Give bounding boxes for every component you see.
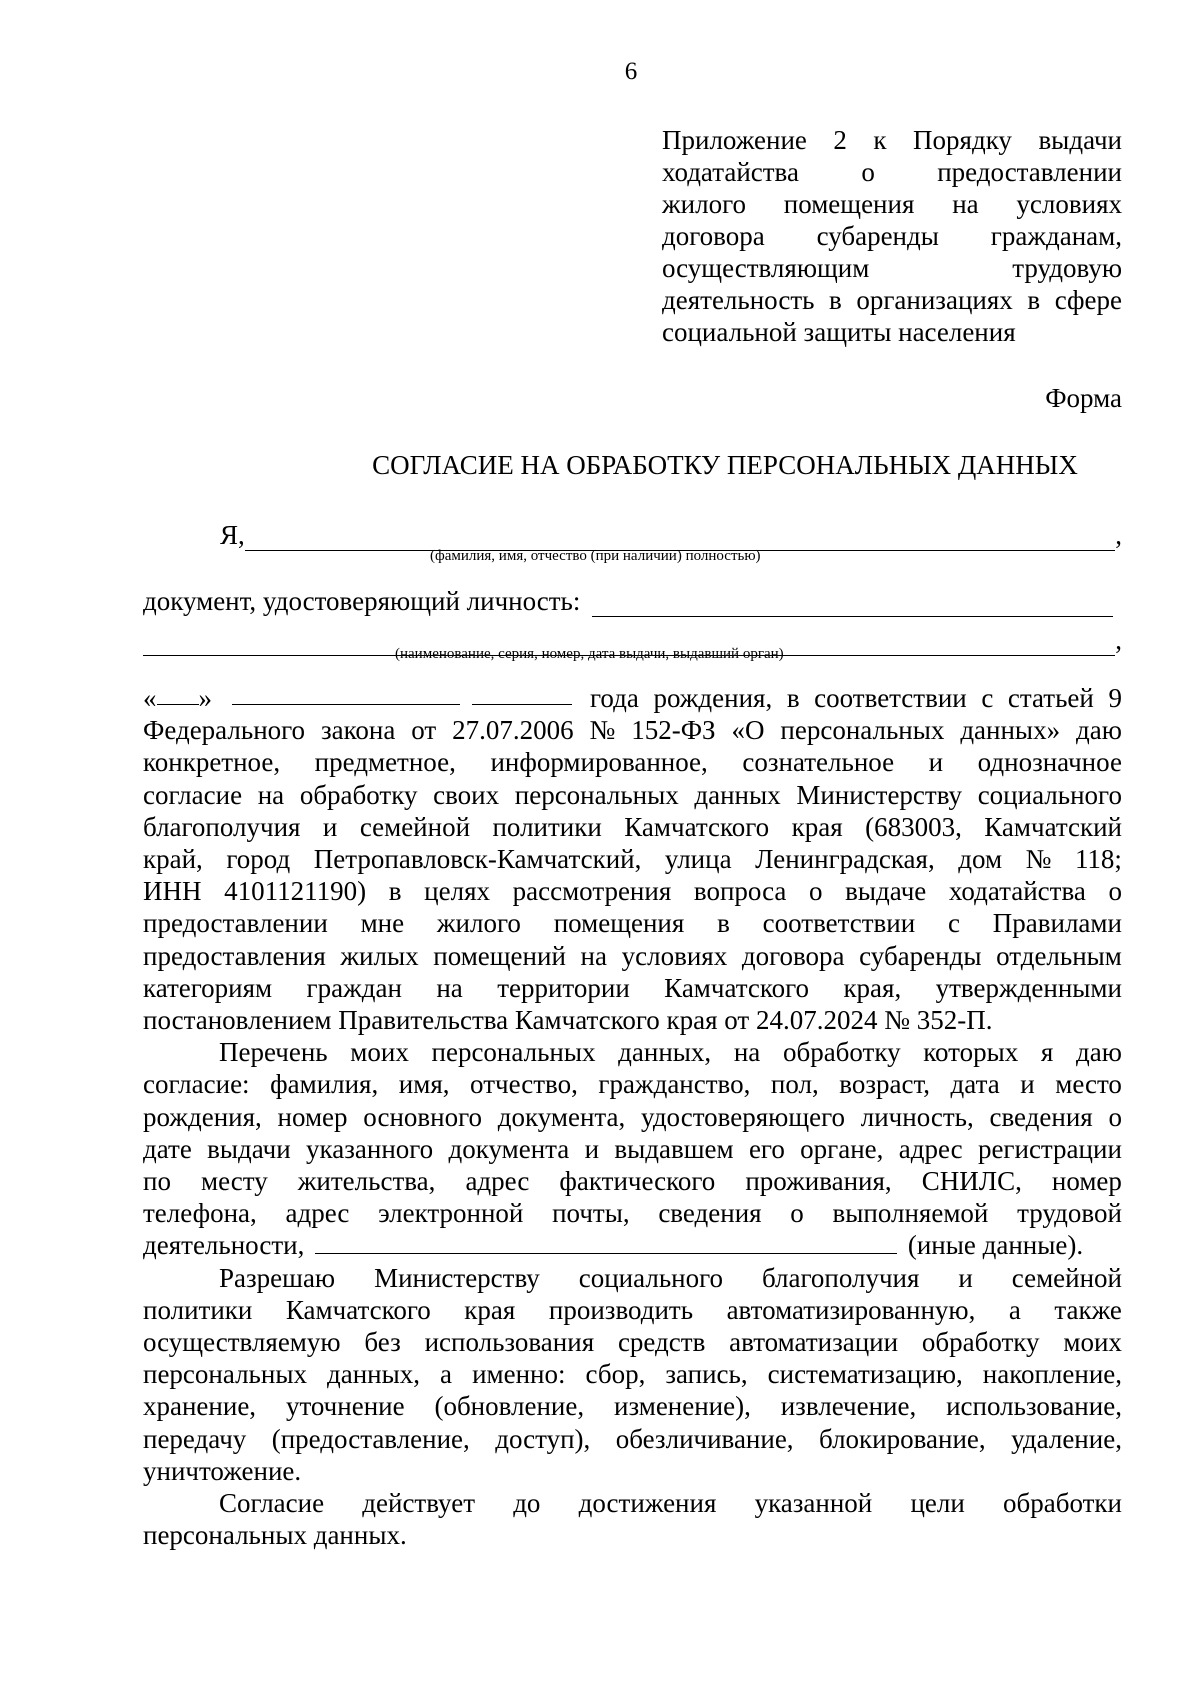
word: данных (694, 779, 781, 810)
word: и (322, 811, 338, 842)
word: благополучия (761, 1262, 920, 1293)
word: 4101121190) (224, 876, 367, 907)
word: данных, (327, 1359, 421, 1390)
word: 27.07.2006 (452, 715, 574, 746)
word: автоматизации (729, 1327, 899, 1358)
word: фактического (559, 1166, 716, 1197)
word: хранение, (143, 1391, 257, 1422)
word: персональных (514, 779, 679, 810)
word: использования (424, 1327, 595, 1358)
word: которых (923, 1037, 1019, 1068)
word: граждан (306, 972, 402, 1003)
text-line (662, 252, 1122, 284)
text-line (143, 1262, 1122, 1294)
word: данных» (960, 715, 1061, 746)
consent-body (143, 682, 1122, 1551)
word: сбор, (585, 1359, 646, 1390)
text-line (662, 156, 1122, 188)
text-line (662, 188, 1122, 220)
word: однозначное (977, 747, 1122, 778)
fio-prefix: Я, (220, 520, 245, 550)
word: края (464, 1294, 516, 1325)
page-title: СОГЛАСИЕ НА ОБРАБОТКУ ПЕРСОНАЛЬНЫХ ДАННЫХ (372, 450, 1078, 480)
word: Согласие (219, 1488, 325, 1519)
word: Федерального (143, 715, 306, 746)
document-row (143, 586, 1113, 617)
word: (обновление, (434, 1391, 585, 1422)
fio-caption: (фамилия, имя, отчество (при наличии) полностью) (430, 548, 761, 564)
word: сфере (1054, 285, 1122, 315)
text-line (143, 907, 1122, 939)
word: о (861, 157, 875, 187)
text-line (143, 1068, 1122, 1100)
word: адрес (465, 1166, 530, 1197)
word: автоматизированную, (726, 1294, 976, 1325)
word: территории (497, 972, 630, 1003)
word: от (411, 715, 437, 746)
word: рождения, (653, 683, 773, 713)
word: документа, (497, 1101, 626, 1132)
text-line (143, 1326, 1122, 1358)
text-line (662, 220, 1122, 252)
word: предоставлении (143, 908, 328, 939)
word: Перечень (219, 1037, 328, 1068)
word: номер (277, 1101, 348, 1132)
word: о (1108, 876, 1122, 907)
word: данных, (618, 1037, 712, 1068)
word: субаренды (816, 221, 939, 251)
word: условиях (621, 940, 728, 971)
word: семейной (359, 811, 471, 842)
word: 118; (1074, 844, 1122, 875)
word: конкретное, (143, 747, 281, 778)
word: и (584, 1133, 600, 1164)
word: основного (363, 1101, 483, 1132)
paragraph-4-lines (143, 1487, 1122, 1519)
word: персональных (431, 1037, 596, 1068)
word: я (1040, 1037, 1054, 1068)
word: в (786, 683, 800, 713)
word: семейной (1011, 1262, 1122, 1293)
word: Правилами (992, 908, 1122, 939)
word: соответствии (762, 908, 916, 939)
word: рассмотрения (512, 876, 672, 907)
word: месту (201, 1166, 268, 1197)
word: Министерству (796, 779, 963, 810)
word: жительства, (297, 1166, 436, 1197)
word: Приложение (662, 125, 807, 155)
text-line (662, 284, 1122, 316)
text-line (143, 1133, 1122, 1165)
word: рождения, (143, 1101, 262, 1132)
word: а (440, 1359, 453, 1390)
word: предоставлении (937, 157, 1122, 187)
word: возраст, (839, 1069, 930, 1100)
word: сознательное (742, 747, 895, 778)
word: персональных (780, 715, 945, 746)
word: на (257, 779, 285, 810)
birth-month-field[interactable] (232, 682, 460, 705)
word: осуществляемую (143, 1327, 341, 1358)
word: края (791, 811, 843, 842)
word: его (748, 1133, 785, 1164)
word: политики (492, 811, 602, 842)
word: выполняемой (832, 1198, 989, 1229)
word: жилых (340, 940, 419, 971)
word: телефона, (143, 1198, 257, 1229)
word: Камчатского (285, 1294, 431, 1325)
word: электронной (378, 1198, 524, 1229)
word: выдачи (207, 1133, 291, 1164)
word: моих (350, 1037, 409, 1068)
word: средств (617, 1327, 706, 1358)
word: статьей (1007, 683, 1094, 713)
text-line (143, 972, 1122, 1004)
text-line (143, 1036, 1122, 1068)
text-line (143, 714, 1122, 746)
word: также (1054, 1294, 1122, 1325)
word: обработку (921, 1327, 1040, 1358)
word: информированное, (490, 747, 708, 778)
paragraph-2-last: деятельности, (иные данные). (143, 1230, 1084, 1261)
word: в (829, 285, 842, 315)
word: с (948, 908, 960, 939)
word: извлечение, (780, 1391, 917, 1422)
word: на (436, 972, 463, 1003)
word: проживания, (745, 1166, 892, 1197)
word: доступ), (495, 1423, 591, 1454)
word: улица (664, 844, 732, 875)
word: трудовую (1012, 253, 1122, 283)
word: почты, (552, 1198, 630, 1229)
word: даю (1076, 715, 1122, 746)
word: предоставления (143, 940, 326, 971)
word: № (1025, 844, 1052, 875)
word: условиях (1016, 189, 1122, 219)
word: документа (448, 1133, 570, 1164)
word: помещения (553, 908, 685, 939)
text-line (143, 1487, 1122, 1519)
word: указанной (754, 1488, 873, 1519)
word: соответствии (814, 683, 967, 713)
fio-comma: , (1115, 520, 1122, 550)
text-line (143, 1294, 1122, 1326)
word: обработку (782, 1037, 901, 1068)
word: года (590, 683, 639, 713)
text-line (662, 124, 1122, 156)
word: обработки (1003, 1488, 1122, 1519)
appendix-lines (662, 124, 1122, 316)
word: Петропавловск-Камчатский, (313, 844, 642, 875)
word: выдаче (845, 876, 927, 907)
word: указанного (306, 1133, 434, 1164)
word: до (513, 1488, 541, 1519)
word: систематизацию, (767, 1359, 963, 1390)
word: фамилия, (270, 1069, 379, 1100)
word: моих (1063, 1327, 1122, 1358)
word: социального (977, 779, 1122, 810)
appendix-last-line: социальной защиты населения (662, 317, 1016, 347)
word: субаренды (859, 940, 982, 971)
paragraph-1-lines (143, 714, 1122, 1004)
text-line (143, 875, 1122, 907)
word: (предоставление, (271, 1423, 470, 1454)
word: Ленинградская, (755, 844, 935, 875)
word: 152-ФЗ (631, 715, 716, 746)
word: использование, (946, 1391, 1122, 1422)
word: выдачи (1038, 125, 1122, 155)
word: а (1008, 1294, 1021, 1325)
word: по (143, 1166, 171, 1197)
word: удаление, (1011, 1423, 1122, 1454)
word: категориям (143, 972, 273, 1003)
text-line (143, 1390, 1122, 1422)
document-field[interactable] (592, 592, 1113, 617)
word: и (958, 1262, 973, 1293)
word: жилого (662, 189, 746, 219)
text-line (143, 779, 1122, 811)
word: 2 (833, 125, 847, 155)
word: гражданство, (598, 1069, 751, 1100)
other-data-field[interactable] (315, 1231, 897, 1254)
word: предметное, (314, 747, 456, 778)
word: на (580, 940, 607, 971)
word: действует (362, 1488, 475, 1519)
word: уточнение (285, 1391, 405, 1422)
appendix-block (662, 124, 1122, 348)
word: ИНН (143, 876, 202, 907)
word: даю (1076, 1037, 1122, 1068)
word: обработку (299, 779, 418, 810)
word: помещений (433, 940, 566, 971)
word: 9 (1108, 683, 1122, 713)
word: и (928, 747, 944, 778)
word: накопление, (982, 1359, 1122, 1390)
word: изменение), (614, 1391, 751, 1422)
word: пол, (770, 1069, 819, 1100)
word: о (790, 1198, 804, 1229)
word: о (809, 876, 823, 907)
word: на (733, 1037, 761, 1068)
word: договора (662, 221, 765, 251)
birth-day-field[interactable] (157, 682, 199, 705)
word: согласие: (143, 1069, 250, 1100)
word: Министерству (374, 1262, 540, 1293)
paragraph-4-last: персональных данных. (143, 1520, 407, 1551)
word: имя, (398, 1069, 450, 1100)
paragraph-3-last: уничтожение. (143, 1455, 302, 1486)
word: Камчатский (984, 811, 1122, 842)
word: помещения (783, 189, 915, 219)
word: утвержденными (935, 972, 1122, 1003)
word: ходатайства (948, 876, 1086, 907)
word: в (717, 908, 730, 939)
word: край, (143, 844, 203, 875)
word: органе, (800, 1133, 884, 1164)
word: отдельным (996, 940, 1122, 971)
form-label: Форма (1045, 383, 1122, 413)
word: личность, (860, 1101, 974, 1132)
word: своих (433, 779, 500, 810)
text-line (143, 843, 1122, 875)
word: Порядку (913, 125, 1012, 155)
word: производить (548, 1294, 694, 1325)
word: передачу (143, 1423, 247, 1454)
word: «О (731, 715, 765, 746)
word: жилого (436, 908, 521, 939)
word: мне (360, 908, 405, 939)
word: адрес (285, 1198, 350, 1229)
birth-year-field[interactable] (472, 682, 572, 705)
text-line (143, 940, 1122, 972)
fio-row (220, 520, 1122, 551)
word: ходатайства (662, 157, 799, 187)
word: гражданам, (990, 221, 1122, 251)
word: регистрации (977, 1133, 1122, 1164)
word: Разрешаю (219, 1262, 336, 1293)
word: номер (1051, 1166, 1122, 1197)
word: адрес (898, 1133, 963, 1164)
word: дата (950, 1069, 1000, 1100)
word: края, (843, 972, 902, 1003)
word: (683003, (865, 811, 962, 842)
word: цели (910, 1488, 965, 1519)
birth-date-line (143, 682, 1122, 714)
word: удостоверяющего (641, 1101, 845, 1132)
document-comma: , (1115, 625, 1122, 655)
word: организациях (856, 285, 1013, 315)
paragraph-3-lines (143, 1262, 1122, 1455)
text-line (143, 1165, 1122, 1197)
word: политики (143, 1294, 253, 1325)
word: запись, (665, 1359, 748, 1390)
word: закона (320, 715, 396, 746)
text-line (143, 1101, 1122, 1133)
word: выдавшем (614, 1133, 734, 1164)
paragraph-2-lines (143, 1036, 1122, 1229)
text-line (143, 811, 1122, 843)
birth-date-blanks: « » (143, 682, 572, 714)
word: блокирование, (819, 1423, 986, 1454)
word: дате (143, 1133, 192, 1164)
word: целях (424, 876, 490, 907)
word: на (952, 189, 979, 219)
word: трудовой (1017, 1198, 1122, 1229)
word: деятельность (662, 285, 815, 315)
paragraph-1-last: постановлением Правительства Камчатского края от 24.07.2024 № 352-П. (143, 1005, 993, 1036)
word: к (873, 125, 887, 155)
word: именно: (472, 1359, 566, 1390)
word: дом (958, 844, 1003, 875)
document-label: документ, удостоверяющий личность: (143, 586, 581, 616)
word: обезличивание, (615, 1423, 794, 1454)
word: город (226, 844, 291, 875)
word: согласие (143, 779, 243, 810)
word: вопроса (693, 876, 787, 907)
birth-date-text (590, 682, 1122, 714)
text-line (143, 1197, 1122, 1229)
word: персональных (143, 1359, 307, 1390)
word: Камчатского (624, 811, 770, 842)
page-number: 6 (624, 58, 638, 85)
word: социального (578, 1262, 723, 1293)
word: сведения (658, 1198, 762, 1229)
text-line (143, 746, 1122, 778)
word: о (1108, 1101, 1122, 1132)
document-caption: (наименование, серия, номер, дата выдачи, выдавший орган) (395, 646, 784, 662)
word: с (981, 683, 994, 713)
word: осуществляющим (662, 253, 870, 283)
word: место (1055, 1069, 1122, 1100)
text-line (143, 1423, 1122, 1455)
word: отчество, (470, 1069, 578, 1100)
word: СНИЛС, (921, 1166, 1022, 1197)
word: Камчатского (664, 972, 810, 1003)
word: благополучия (143, 811, 301, 842)
word: договора (741, 940, 845, 971)
word: достижения (578, 1488, 717, 1519)
word: в (388, 876, 402, 907)
word: в (1027, 285, 1041, 315)
word: и (1020, 1069, 1035, 1100)
text-line (143, 1358, 1122, 1390)
word: сведения (989, 1101, 1093, 1132)
word: без (364, 1327, 401, 1358)
word: № (589, 715, 616, 746)
